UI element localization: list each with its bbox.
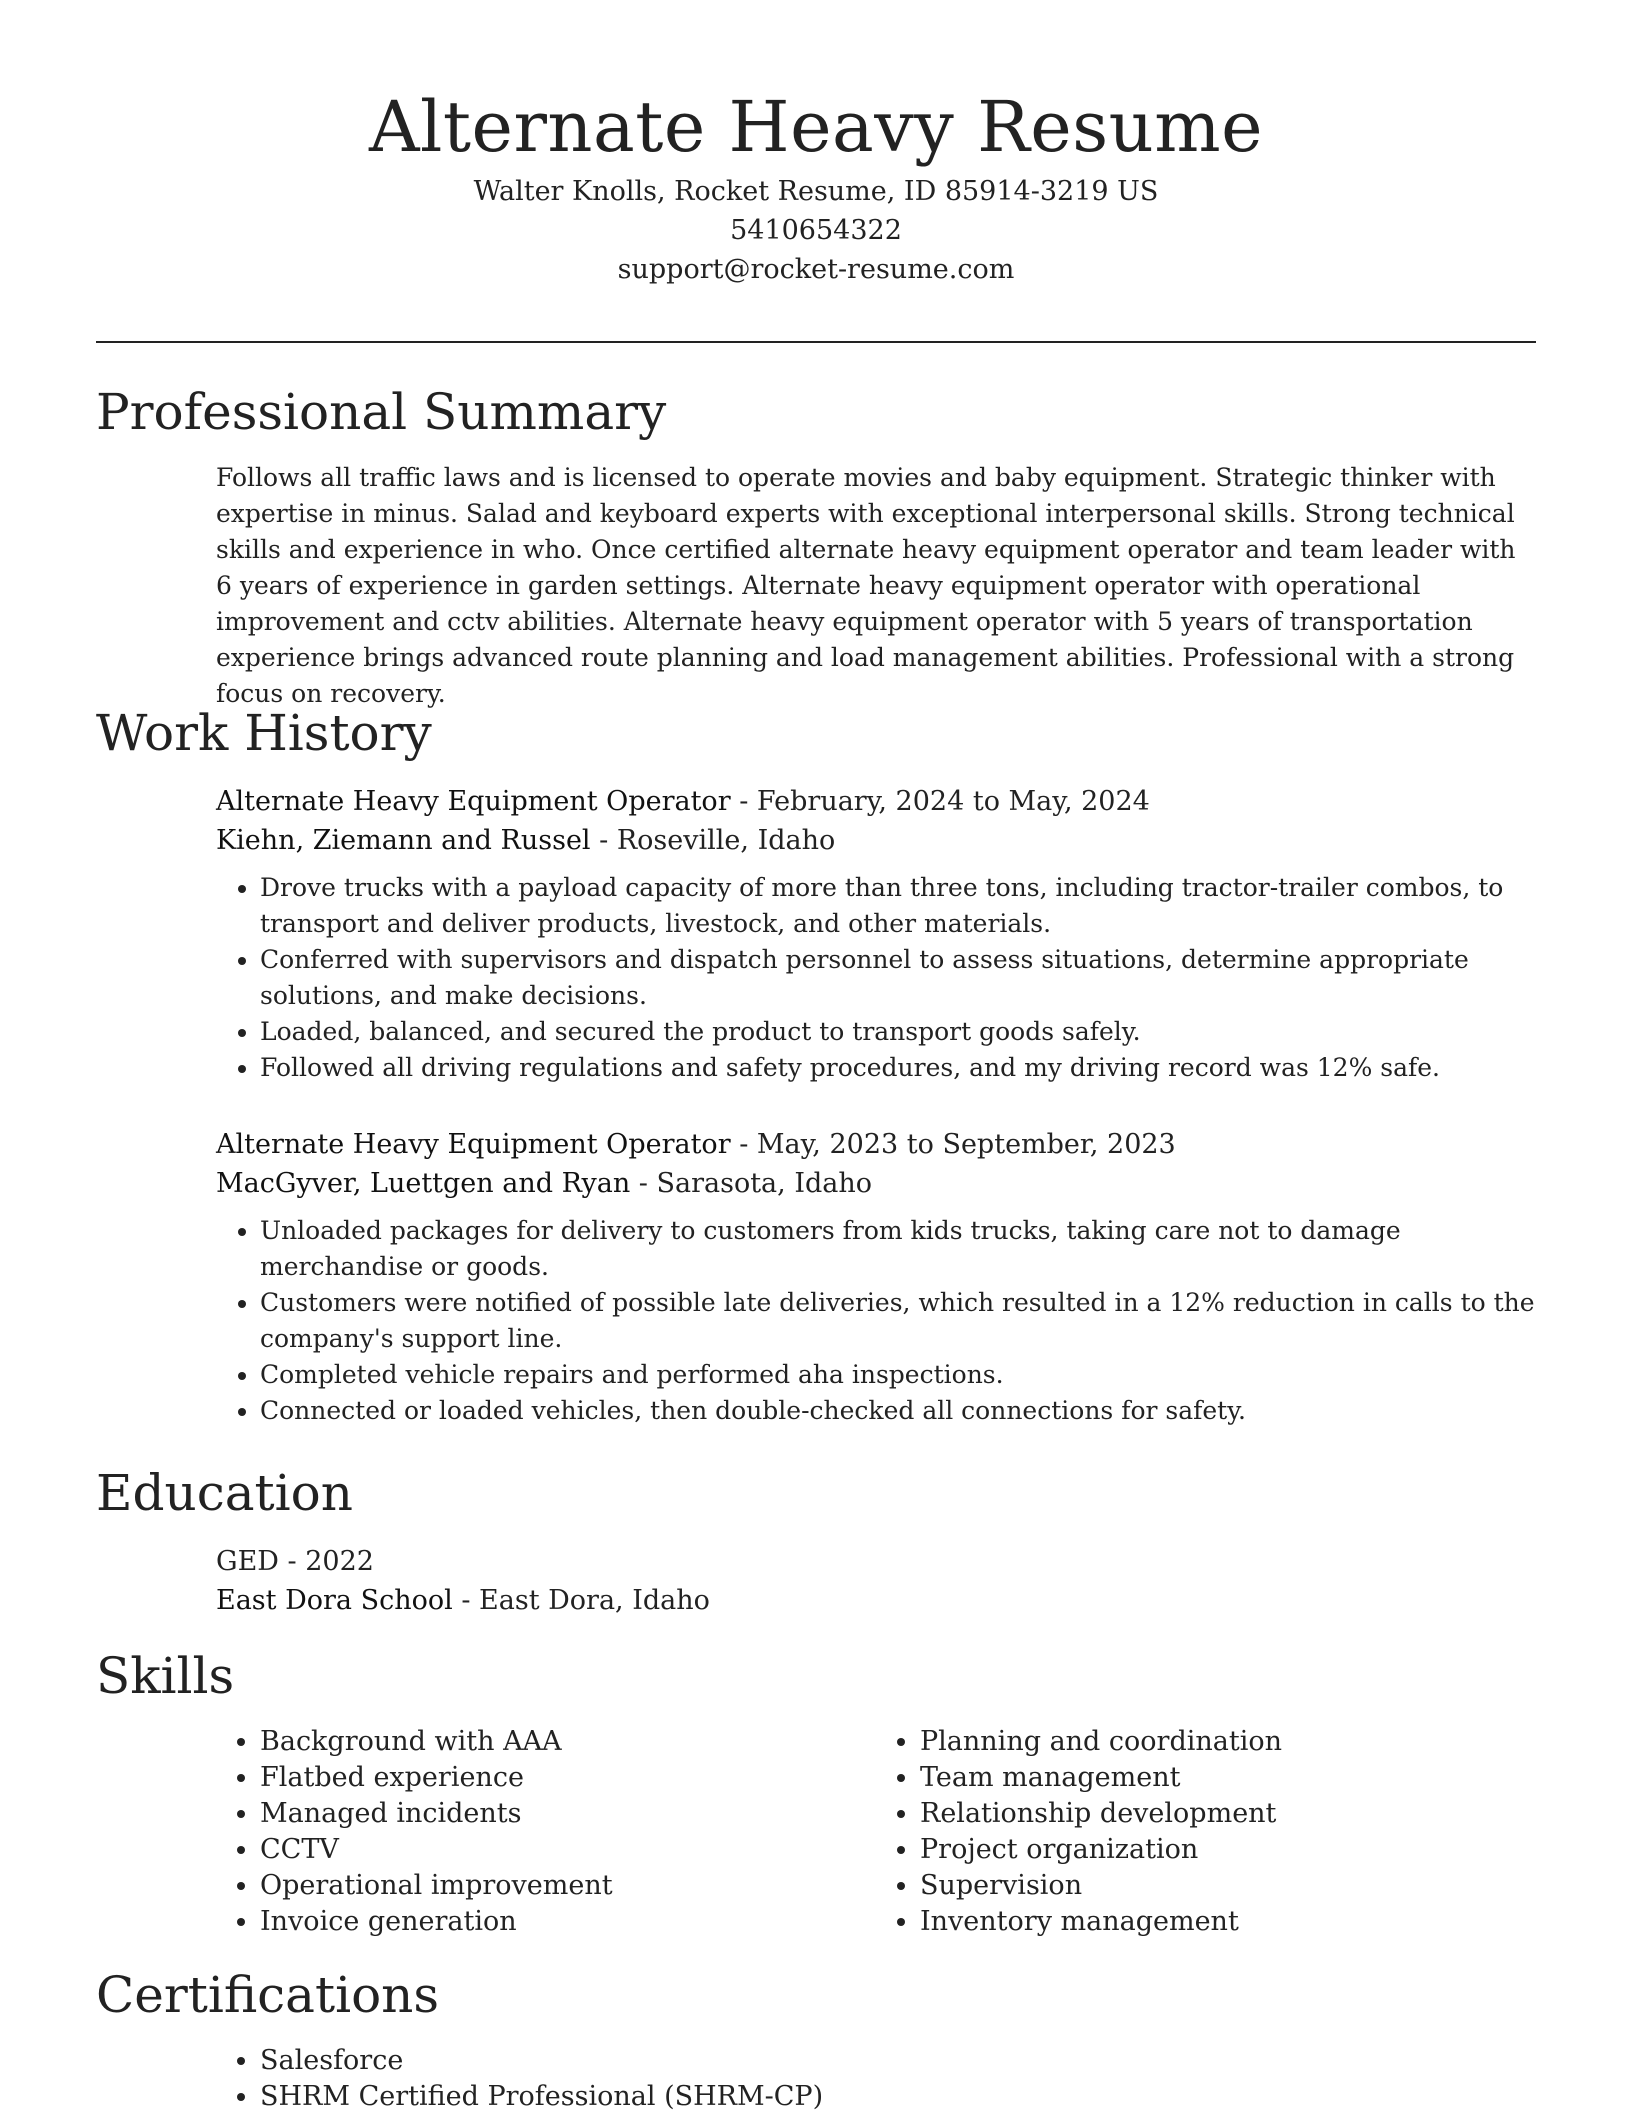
school-line [216,1581,1536,1620]
job-entry [216,782,1536,1086]
education-entry [216,1542,1536,1620]
skill-item: • Invoice generation [260,1904,876,1940]
company-line [216,821,1536,860]
skill-item: • CCTV [260,1832,876,1868]
skill-item: • Background with AAA [260,1724,876,1760]
skill-item: • Project organization [920,1832,1536,1868]
summary-heading: Professional Summary [96,383,667,441]
skills-heading: Skills [96,1647,235,1705]
skill-item: • Relationship development [920,1796,1536,1832]
contact-address: Walter Knolls, Rocket Resume, ID 85914-3219 US [473,176,1159,207]
company-name: Kiehn, Ziemann and Russel [216,825,591,856]
contact-info [0,172,1632,289]
certification-item: • Salesforce [260,2043,910,2079]
skills-column-left [216,1724,876,1940]
job-title: Alternate Heavy Equipment Operator [216,1129,731,1160]
contact-phone: 5410654322 [730,215,902,246]
degree-year: - 2022 [278,1546,374,1577]
skills-section [216,1724,1536,1940]
summary-section [216,460,1536,712]
skill-item: • Managed incidents [260,1796,876,1832]
job-bullet: • Drove trucks with a payload capacity of more than three tons, including tractor-trailer combos, to transport and deliver products, livestock, and other materials. [260,870,1536,942]
job-title-line [216,782,1536,821]
job-bullet: • Completed vehicle repairs and performed aha inspections. [260,1357,1536,1393]
company-location: - Sarasota, Idaho [630,1168,873,1199]
certifications-heading: Certifications [96,1966,440,2024]
job-dates: - May, 2023 to September, 2023 [730,1129,1176,1160]
degree: GED [216,1546,279,1577]
job-bullet: • Followed all driving regulations and safety procedures, and my driving record was 12% safe. [260,1050,1536,1086]
company-location: - Roseville, Idaho [590,825,836,856]
job-bullet: • Unloaded packages for delivery to customers from kids trucks, taking care not to damage merchandise or goods. [260,1213,1536,1285]
school-location: - East Dora, Idaho [452,1585,710,1616]
job-bullet: • Connected or loaded vehicles, then double-checked all connections for safety. [260,1393,1536,1429]
skill-item: • Inventory management [920,1904,1536,1940]
contact-email: support@rocket-resume.com [617,254,1015,285]
skill-item: • Planning and coordination [920,1724,1536,1760]
school-name: East Dora School [216,1585,453,1616]
job-entry [216,1125,1536,1429]
skills-column-right [876,1724,1536,1940]
job-bullets [216,1213,1536,1429]
job-bullet: • Customers were notified of possible late deliveries, which resulted in a 12% reduction in calls to the company's support line. [260,1285,1536,1357]
job-bullet: • Loaded, balanced, and secured the product to transport goods safely. [260,1014,1536,1050]
job-title-line [216,1125,1536,1164]
company-line [216,1164,1536,1203]
work-history-heading: Work History [96,704,432,762]
job-bullet: • Conferred with supervisors and dispatch personnel to assess situations, determine appropriate solutions, and make decisions. [260,942,1536,1014]
skill-item: • Operational improvement [260,1868,876,1904]
degree-line [216,1542,1536,1581]
job-dates: - February, 2024 to May, 2024 [730,786,1150,817]
resume-header [0,0,1632,289]
education-heading: Education [96,1464,353,1522]
skill-item: • Flatbed experience [260,1760,876,1796]
job-title: Alternate Heavy Equipment Operator [216,786,731,817]
summary-text: Follows all traffic laws and is licensed to operate movies and baby equipment. Strategic thinker with expertise in minus. Salad and keyboard experts with exceptional interpersonal skills. Strong technical skills and experience in who. Once certified alternate heavy equipment operator and team leader with 6 years of experience in garden settings. Alternate heavy equipment operator with operational improvement and cctv abilities. Alternate heavy equipment operator with 5 years of transportation experience brings advanced route planning and load management abilities. Professional with a strong focus on recovery. [216,463,1516,708]
job-bullets [216,870,1536,1086]
skill-item: • Supervision [920,1868,1536,1904]
certifications-section [216,2043,1536,2115]
certification-item: • SHRM Certified Professional (SHRM-CP) [260,2079,910,2115]
company-name: MacGyver, Luettgen and Ryan [216,1168,631,1199]
header-divider [96,341,1536,343]
certifications-list [216,2043,910,2115]
skill-item: • Team management [920,1760,1536,1796]
resume-name: Alternate Heavy Resume [368,86,1264,168]
